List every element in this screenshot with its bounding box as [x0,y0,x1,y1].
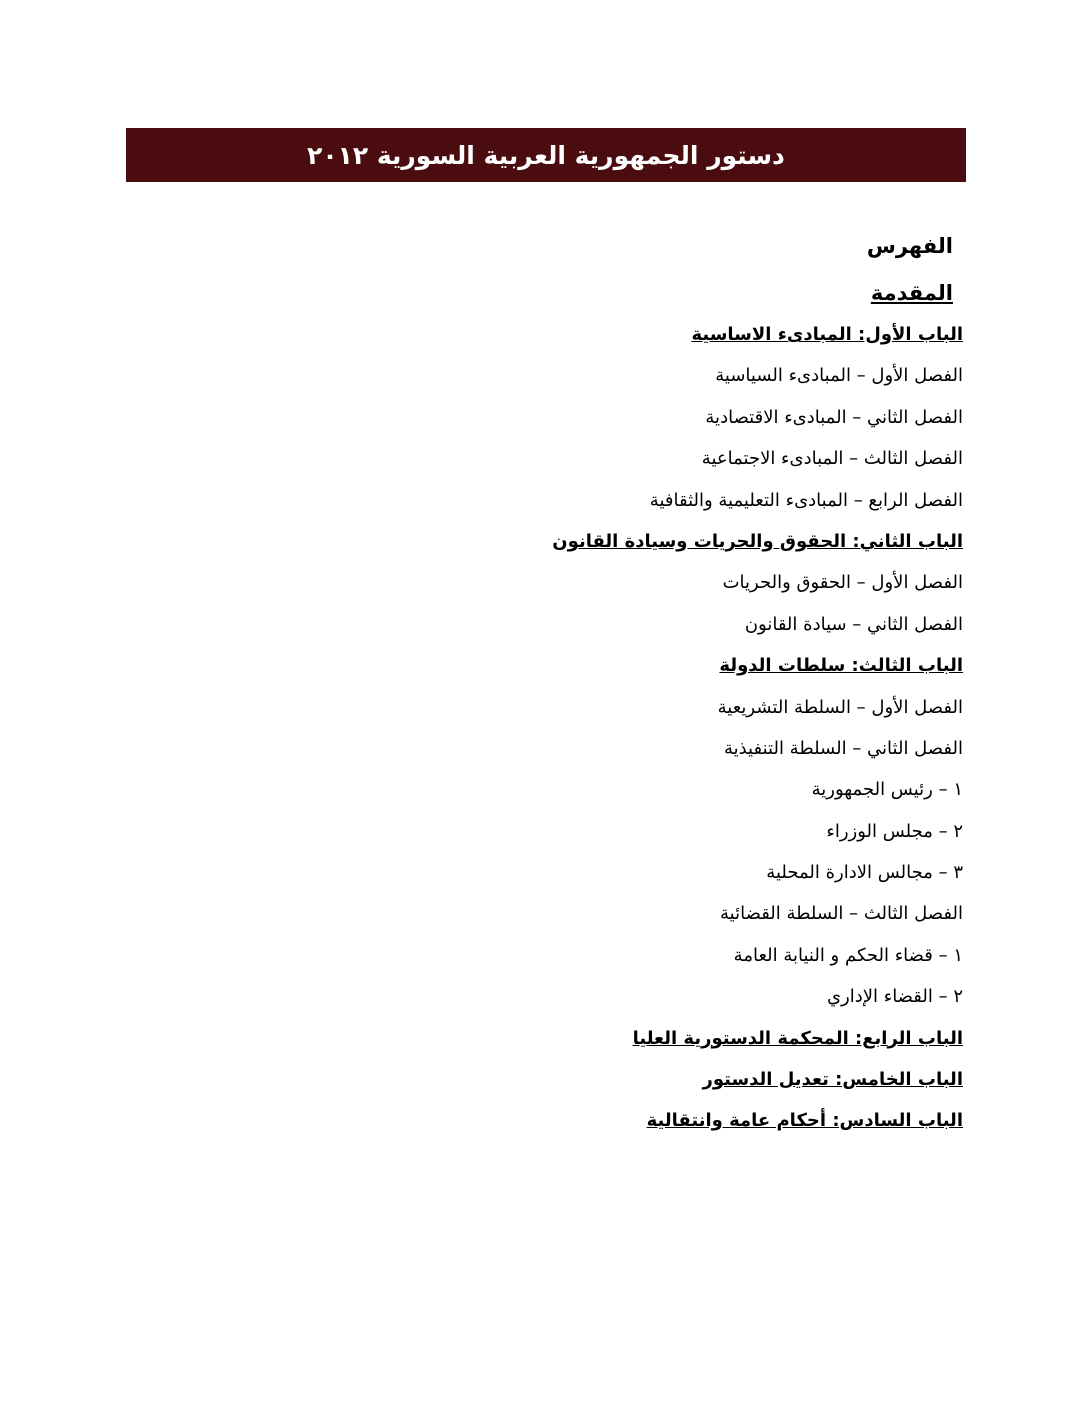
toc-part-heading: الباب الرابع: المحكمة الدستورية العليا [632,1027,963,1049]
toc-section-entry: ١ – رئيس الجمهورية [811,779,963,801]
toc-section-entry: ٣ – مجالس الادارة المحلية [766,862,963,884]
toc-chapter-entry: الفصل الثاني – السلطة التنفيذية [723,737,963,759]
toc-part-heading: الباب الأول: المبادىء الاساسية [691,324,963,345]
toc-part-heading: الباب الخامس: تعديل الدستور [702,1069,963,1091]
table-of-contents [263,228,963,1142]
index-heading: الفهرس [866,234,953,258]
introduction-heading: المقدمة [870,281,953,305]
toc-chapter-entry: الفصل الثاني – سيادة القانون [744,613,963,635]
toc-list [263,314,963,1142]
document-title: دستور الجمهورية العربية السورية ٢٠١٢ [307,140,785,170]
toc-chapter-entry: الفصل الثالث – المبادىء الاجتماعية [701,448,963,470]
toc-section-entry: ٢ – القضاء الإداري [826,986,963,1008]
toc-chapter-entry: الفصل الأول – الحقوق والحريات [722,572,963,594]
toc-part-heading: الباب السادس: أحكام عامة وانتقالية [646,1110,963,1132]
toc-chapter-entry: الفصل الثاني – المبادىء الاقتصادية [705,406,963,428]
toc-chapter-entry: الفصل الأول – السلطة التشريعية [717,696,963,718]
toc-chapter-entry: الفصل الأول – المبادىء السياسية [715,365,963,387]
toc-chapter-entry: الفصل الرابع – المبادىء التعليمية والثقافية [649,489,963,511]
title-banner [126,128,966,182]
toc-part-heading: الباب الثالث: سلطات الدولة [719,655,963,677]
toc-chapter-entry: الفصل الثالث – السلطة القضائية [720,903,963,925]
toc-section-entry: ١ – قضاء الحكم و النيابة العامة [733,944,963,966]
toc-section-entry: ٢ – مجلس الوزراء [826,820,963,842]
toc-part-heading: الباب الثاني: الحقوق والحريات وسيادة القانون [552,530,963,552]
